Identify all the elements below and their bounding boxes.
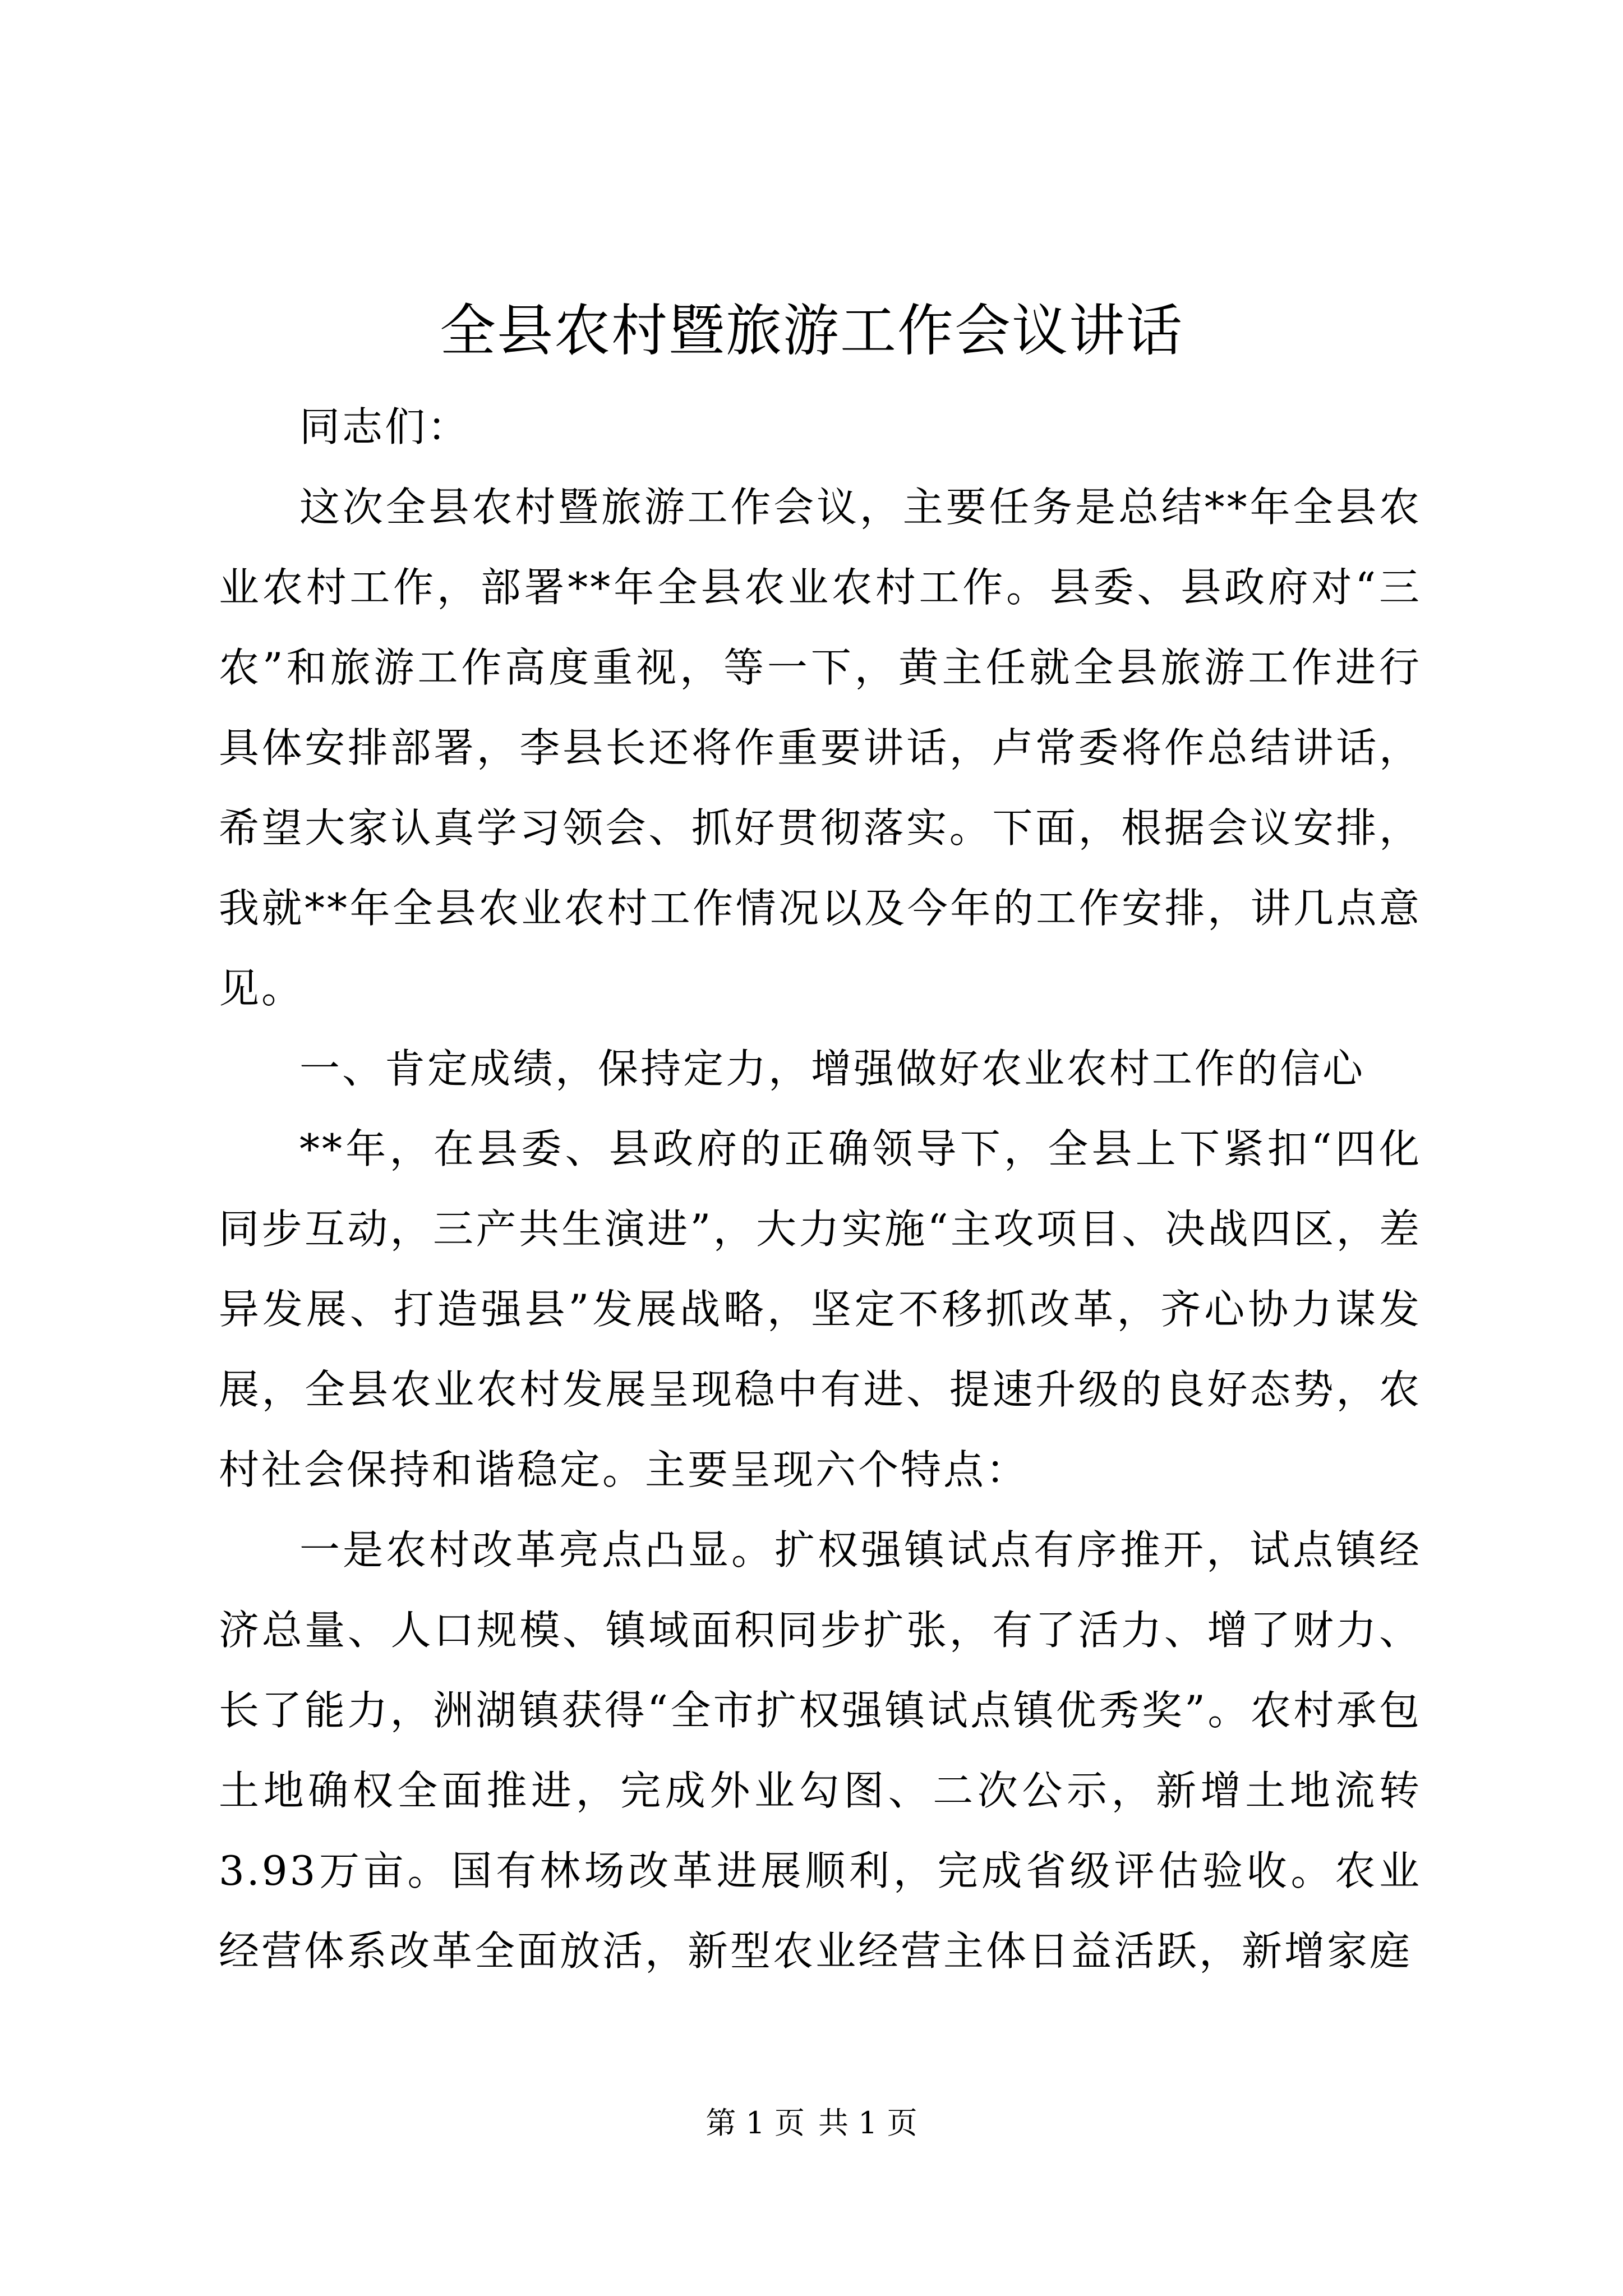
page-total: 共 1 页 bbox=[818, 2105, 917, 2141]
page-footer bbox=[0, 2101, 1623, 2146]
document-title: 全县农村暨旅游工作会议讲话 bbox=[440, 298, 1183, 364]
achievements-paragraph: **年，在县委、县政府的正确领导下，全县上下紧扣“四化同步互动，三产共生演进”，大力实施“主攻项目、决战四区，差异发展、打造强县”发展战略，坚定不移抓改革，齐心协力谋发展，全县农业农村发展呈现稳中有进、提速升级的良好态势，农村社会保持和谐稳定。主要呈现六个特点： bbox=[219, 1125, 1422, 1493]
section-heading-1: 一、肯定成绩，保持定力，增强做好农业农村工作的信心 bbox=[299, 1045, 1366, 1092]
rural-reform-paragraph: 一是农村改革亮点凸显。扩权强镇试点有序推开，试点镇经济总量、人口规模、镇域面积同步扩张，有了活力、增了财力、长了能力，洲湖镇获得“全市扩权强镇试点镇优秀奖”。农村承包土地确权全面推进，完成外业勾图、二次公示，新增土地流转3.93万亩。国有林场改革进展顺利，完成省级评估验收。农业经营体系改革全面放活，新型农业经营主体日益活跃，新增家庭 bbox=[219, 1526, 1422, 1975]
salutation-paragraph: 同志们： bbox=[299, 403, 471, 450]
page-number: 第 1 页 bbox=[706, 2105, 805, 2141]
intro-paragraph: 这次全县农村暨旅游工作会议，主要任务是总结**年全县农业农村工作，部署**年全县农业农村工作。县委、县政府对“三农”和旅游工作高度重视，等一下，黄主任就全县旅游工作进行具体安排部署，李县长还将作重要讲话，卢常委将作总结讲话，希望大家认真学习领会、抓好贯彻落实。下面，根据会议安排，我就**年全县农业农村工作情况以及今年的工作安排，讲几点意见。 bbox=[219, 484, 1422, 1012]
document-body bbox=[219, 387, 1422, 1991]
